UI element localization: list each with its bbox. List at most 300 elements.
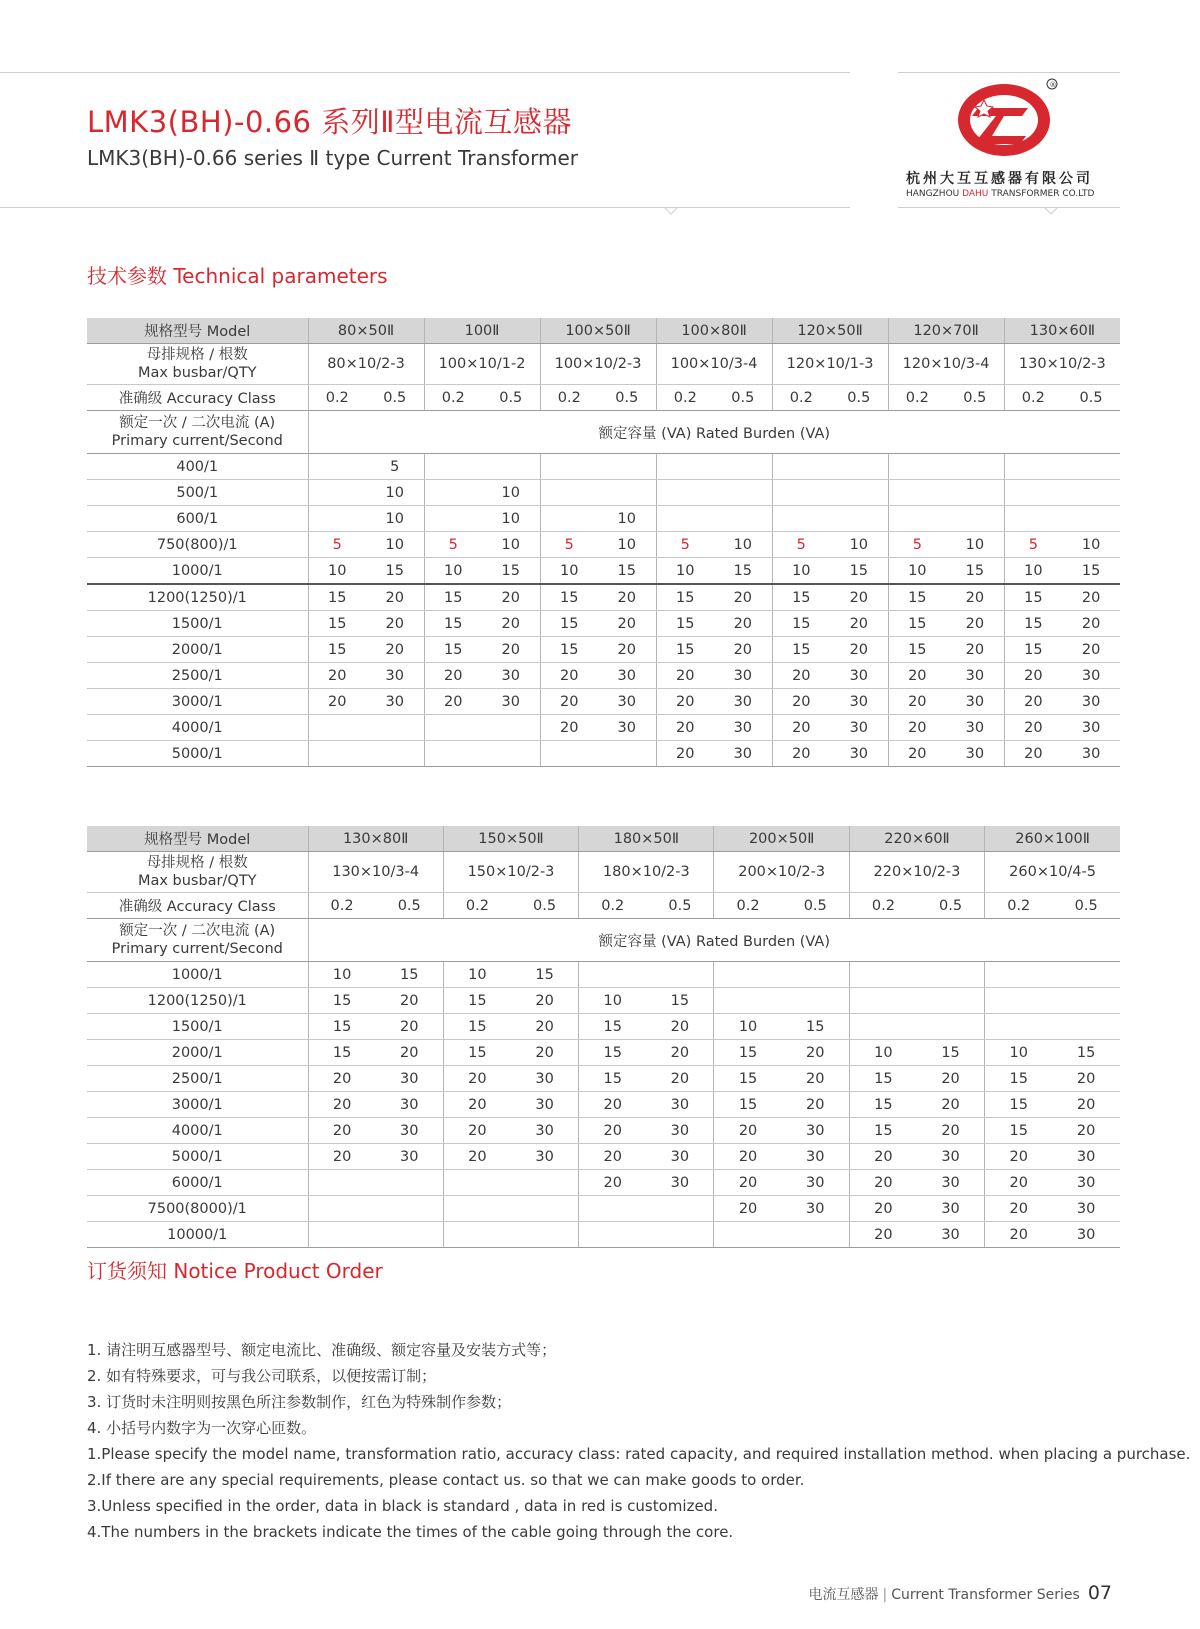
burden-cell [917,988,985,1014]
burden-cell: 20 [511,1014,579,1040]
current-ratio-label: 2500/1 [87,663,308,689]
burden-cell: 10 [482,480,540,506]
table-row [87,1144,1120,1170]
burden-cell [917,962,985,988]
burden-cell: 30 [1062,689,1120,715]
burden-cell: 15 [540,584,598,611]
burden-cell [946,480,1004,506]
burden-cell: 30 [946,741,1004,767]
burden-cell: 30 [646,1170,714,1196]
burden-cell: 20 [656,689,714,715]
burden-cell: 20 [366,611,424,637]
burden-cell: 20 [917,1118,985,1144]
burden-cell: 20 [714,1144,782,1170]
burden-cell: 15 [714,1066,782,1092]
burden-cell [424,454,482,480]
burden-cell [376,1222,444,1248]
note-cn-1: 1. 请注明互感器型号、额定电流比、准确级、额定容量及安装方式等； [87,1341,557,1359]
burden-cell: 10 [308,962,376,988]
table-row [87,689,1120,715]
primary-label [87,919,308,962]
burden-cell [830,454,888,480]
burden-cell: 15 [598,558,656,585]
burden-cell [540,506,598,532]
table-row [87,480,1120,506]
accuracy-cell: 0.2 [714,893,782,919]
burden-cell: 15 [308,1040,376,1066]
burden-cell [366,715,424,741]
burden-cell: 20 [443,1092,511,1118]
burden-cell: 30 [714,689,772,715]
burden-cell: 20 [946,611,1004,637]
burden-cell [540,480,598,506]
burden-cell [443,1222,511,1248]
burden-cell: 20 [888,689,946,715]
burden-cell: 20 [714,1170,782,1196]
current-ratio-label: 2500/1 [87,1066,308,1092]
page-footer [809,1582,1112,1604]
accuracy-cell: 0.2 [656,385,714,411]
table-row [87,1170,1120,1196]
burden-cell: 20 [782,1092,850,1118]
footer-separator: | [882,1587,888,1603]
burden-cell: 15 [1004,584,1062,611]
burden-cell: 15 [772,611,830,637]
burden-cell: 30 [782,1196,850,1222]
burden-cell: 15 [946,558,1004,585]
busbar-cell: 130×10/2-3 [1004,344,1120,385]
burden-cell: 20 [917,1092,985,1118]
table-row [87,741,1120,767]
burden-cell: 15 [540,611,598,637]
burden-cell [424,741,482,767]
burden-cell: 20 [849,1222,917,1248]
burden-cell: 20 [511,1040,579,1066]
burden-cell: 30 [714,741,772,767]
burden-cell [511,1196,579,1222]
burden-cell: 30 [482,663,540,689]
burden-cell [946,506,1004,532]
accuracy-cell: 0.5 [1052,893,1120,919]
burden-cell: 20 [308,1066,376,1092]
burden-cell: 30 [482,689,540,715]
burden-cell [366,741,424,767]
note-cn-3: 3. 订货时未注明则按黑色所注参数制作，红色为特殊制作参数； [87,1393,512,1411]
burden-cell [1004,506,1062,532]
accuracy-cell: 0.5 [917,893,985,919]
page-number: 07 [1087,1582,1112,1604]
current-ratio-label: 2000/1 [87,637,308,663]
burden-cell: 20 [598,584,656,611]
burden-cell: 20 [656,741,714,767]
burden-cell: 30 [646,1118,714,1144]
burden-cell: 10 [946,532,1004,558]
burden-cell: 15 [714,1040,782,1066]
burden-cell: 15 [308,637,366,663]
burden-cell: 15 [782,1014,850,1040]
registered-mark: ® [1049,81,1057,89]
current-ratio-label: 5000/1 [87,741,308,767]
burden-cell: 10 [772,558,830,585]
burden-cell: 20 [579,1092,647,1118]
burden-cell: 15 [849,1092,917,1118]
burden-cell: 20 [482,611,540,637]
burden-cell: 20 [424,689,482,715]
burden-cell: 15 [579,1066,647,1092]
burden-cell [782,988,850,1014]
burden-cell: 15 [656,637,714,663]
accuracy-cell: 0.2 [540,385,598,411]
burden-cell [646,1196,714,1222]
current-ratio-label: 1200(1250)/1 [87,584,308,611]
header-bottom-rule [0,207,850,208]
table-row [87,1092,1120,1118]
burden-cell: 5 [366,454,424,480]
model-row [87,318,1120,344]
burden-cell: 30 [511,1118,579,1144]
burden-cell: 15 [443,988,511,1014]
model-cell: 80×50Ⅱ [308,318,424,344]
burden-cell [579,1196,647,1222]
busbar-cell: 200×10/2-3 [714,852,849,893]
burden-cell: 20 [946,637,1004,663]
burden-cell [946,454,1004,480]
burden-cell: 20 [308,1118,376,1144]
burden-cell: 20 [1062,584,1120,611]
burden-cell: 15 [308,988,376,1014]
current-ratio-label: 10000/1 [87,1222,308,1248]
busbar-label-cn: 母排规格 / 根数 [146,855,248,871]
footer-cn: 电流互感器 [808,1587,879,1603]
burden-cell: 20 [1052,1066,1120,1092]
burden-cell: 20 [579,1170,647,1196]
burden-cell: 20 [985,1222,1053,1248]
burden-cell: 30 [1052,1170,1120,1196]
busbar-label [87,344,308,385]
burden-cell: 20 [376,1040,444,1066]
burden-cell: 15 [849,1066,917,1092]
busbar-row [87,852,1120,893]
burden-cell: 30 [782,1118,850,1144]
burden-cell [714,506,772,532]
accuracy-row [87,385,1120,411]
burden-cell: 20 [1062,637,1120,663]
burden-cell [830,480,888,506]
burden-cell: 30 [782,1170,850,1196]
burden-cell: 20 [424,663,482,689]
burden-cell: 10 [482,532,540,558]
busbar-cell: 120×10/3-4 [888,344,1004,385]
current-ratio-label: 1000/1 [87,962,308,988]
accuracy-cell: 0.2 [985,893,1053,919]
accuracy-cell: 0.5 [646,893,714,919]
busbar-cell: 80×10/2-3 [308,344,424,385]
accuracy-cell: 0.2 [888,385,946,411]
burden-cell: 5 [1004,532,1062,558]
burden-cell: 20 [849,1170,917,1196]
burden-cell: 20 [714,611,772,637]
burden-cell [714,962,782,988]
primary-label-cn: 额定一次 / 二次电流 (A) [119,415,276,431]
burden-cell [1062,454,1120,480]
accuracy-cell: 0.2 [1004,385,1062,411]
burden-cell: 20 [1052,1118,1120,1144]
burden-cell [1062,506,1120,532]
burden-cell: 20 [646,1040,714,1066]
model-cell: 100×50Ⅱ [540,318,656,344]
burden-cell: 15 [985,1066,1053,1092]
burden-cell [579,962,647,988]
burden-cell: 30 [598,715,656,741]
model-cell: 260×100Ⅱ [985,826,1120,852]
burden-cell: 30 [714,715,772,741]
burden-cell: 20 [1004,715,1062,741]
model-cell: 120×50Ⅱ [772,318,888,344]
burden-cell: 20 [366,637,424,663]
burden-cell [308,454,366,480]
burden-cell: 30 [1062,663,1120,689]
busbar-cell: 220×10/2-3 [849,852,984,893]
accuracy-label: 准确级 Accuracy Class [87,893,308,919]
burden-cell [714,1222,782,1248]
burden-cell: 10 [424,558,482,585]
burden-cell: 15 [443,1040,511,1066]
burden-cell: 20 [985,1170,1053,1196]
model-cell: 100Ⅱ [424,318,540,344]
burden-cell: 20 [888,741,946,767]
page-title-cn: LMK3(BH)-0.66 系列Ⅱ型电流互感器 [87,105,573,139]
table-row [87,506,1120,532]
burden-cell: 15 [443,1014,511,1040]
model-cell: 130×80Ⅱ [308,826,443,852]
header-top-rule-right [898,72,1120,73]
page-title-en: LMK3(BH)-0.66 series Ⅱ type Current Transformer [87,146,579,170]
burden-cell: 30 [1052,1144,1120,1170]
burden-cell: 15 [366,558,424,585]
accuracy-row [87,893,1120,919]
burden-cell: 10 [714,1014,782,1040]
accuracy-cell: 0.5 [511,893,579,919]
burden-cell: 20 [1004,663,1062,689]
current-ratio-label: 500/1 [87,480,308,506]
burden-cell [646,962,714,988]
burden-cell: 20 [985,1144,1053,1170]
model-cell: 180×50Ⅱ [579,826,714,852]
burden-cell: 15 [308,611,366,637]
tech-section-title: 技术参数 Technical parameters [87,264,388,288]
burden-cell: 20 [849,1144,917,1170]
burden-cell: 20 [1004,689,1062,715]
current-ratio-label: 6000/1 [87,1170,308,1196]
burden-cell: 20 [1052,1092,1120,1118]
burden-cell [917,1014,985,1040]
current-ratio-label: 1500/1 [87,611,308,637]
table-row [87,454,1120,480]
burden-cell: 20 [482,584,540,611]
accuracy-cell: 0.5 [482,385,540,411]
burden-cell: 10 [482,506,540,532]
burden-cell [308,480,366,506]
burden-cell: 10 [540,558,598,585]
burden-cell: 10 [985,1040,1053,1066]
burden-cell: 30 [511,1092,579,1118]
burden-cell: 5 [656,532,714,558]
current-ratio-label: 7500(8000)/1 [87,1196,308,1222]
burden-cell: 30 [946,663,1004,689]
burden-cell [1052,962,1120,988]
burden-cell: 15 [714,1092,782,1118]
burden-cell: 30 [598,663,656,689]
model-label: 规格型号 Model [87,318,308,344]
current-ratio-label: 400/1 [87,454,308,480]
burden-cell: 15 [888,611,946,637]
burden-cell: 20 [849,1196,917,1222]
note-en-2: 2.If there are any special requirements, please contact us. so that we can make goods to order. [87,1471,805,1489]
burden-cell: 15 [985,1118,1053,1144]
burden-cell [482,715,540,741]
burden-cell [482,454,540,480]
burden-cell: 20 [579,1118,647,1144]
table-row [87,1066,1120,1092]
burden-cell: 15 [646,988,714,1014]
burden-cell: 30 [782,1144,850,1170]
burden-cell: 15 [849,1118,917,1144]
header-top-rule [0,72,850,73]
burden-cell: 10 [1062,532,1120,558]
burden-cell: 20 [772,689,830,715]
burden-cell: 20 [714,584,772,611]
accuracy-cell: 0.5 [366,385,424,411]
busbar-cell: 150×10/2-3 [443,852,578,893]
burden-cell [782,962,850,988]
busbar-cell: 120×10/1-3 [772,344,888,385]
current-ratio-label: 1200(1250)/1 [87,988,308,1014]
accuracy-cell: 0.2 [849,893,917,919]
footer-en: Current Transformer Series [891,1587,1080,1603]
burden-cell: 30 [511,1144,579,1170]
burden-cell: 20 [1062,611,1120,637]
model-cell: 150×50Ⅱ [443,826,578,852]
burden-cell [782,1222,850,1248]
burden-cell: 15 [1062,558,1120,585]
burden-cell: 15 [830,558,888,585]
busbar-cell: 180×10/2-3 [579,852,714,893]
current-ratio-label: 5000/1 [87,1144,308,1170]
accuracy-cell: 0.5 [598,385,656,411]
primary-label [87,411,308,454]
burden-cell: 20 [1004,741,1062,767]
burden-cell: 20 [376,1014,444,1040]
model-row [87,826,1120,852]
current-ratio-label: 4000/1 [87,715,308,741]
header-bottom-rule-right [898,207,1120,208]
table-row [87,1040,1120,1066]
burden-cell [985,962,1053,988]
busbar-cell: 260×10/4-5 [985,852,1120,893]
current-ratio-label: 3000/1 [87,689,308,715]
burden-cell: 10 [888,558,946,585]
burden-cell [656,506,714,532]
burden-cell [424,480,482,506]
accuracy-cell: 0.2 [579,893,647,919]
burden-cell [772,480,830,506]
burden-cell [772,506,830,532]
burden-cell: 20 [714,1196,782,1222]
table-row [87,637,1120,663]
burden-cell: 30 [917,1196,985,1222]
burden-cell: 20 [579,1144,647,1170]
burden-cell [598,480,656,506]
burden-cell: 30 [917,1144,985,1170]
burden-cell: 20 [443,1066,511,1092]
busbar-cell: 130×10/3-4 [308,852,443,893]
burden-cell [849,988,917,1014]
model-cell: 200×50Ⅱ [714,826,849,852]
burden-cell [1062,480,1120,506]
table-row [87,1222,1120,1248]
burden-cell: 15 [985,1092,1053,1118]
note-cn-4: 4. 小括号内数字为一次穿心匝数。 [87,1419,317,1437]
model-cell: 120×70Ⅱ [888,318,1004,344]
current-ratio-label: 4000/1 [87,1118,308,1144]
table-row [87,584,1120,611]
burden-cell [888,506,946,532]
burden-cell: 30 [1062,741,1120,767]
burden-cell: 30 [376,1144,444,1170]
burden-cell: 10 [849,1040,917,1066]
company-name-cn: 杭州大互互感器有限公司 [906,171,1093,187]
note-en-3: 3.Unless specified in the order, data in black is standard , data in red is customized. [87,1497,718,1515]
burden-cell [1052,1014,1120,1040]
burden-cell [443,1170,511,1196]
burden-cell: 20 [772,663,830,689]
burden-cell [772,454,830,480]
busbar-label-en: Max busbar/QTY [137,365,257,381]
burden-cell: 20 [482,637,540,663]
burden-cell: 10 [308,558,366,585]
accuracy-cell: 0.5 [830,385,888,411]
burden-cell: 30 [366,663,424,689]
busbar-cell: 100×10/1-2 [424,344,540,385]
rated-burden-header: 额定容量 (VA) Rated Burden (VA) [308,919,1120,962]
burden-cell [443,1196,511,1222]
burden-cell: 15 [579,1040,647,1066]
burden-cell: 20 [714,637,772,663]
primary-row [87,919,1120,962]
burden-cell: 30 [598,689,656,715]
table-row [87,1118,1120,1144]
burden-cell [714,988,782,1014]
burden-cell [598,454,656,480]
burden-cell: 15 [424,637,482,663]
burden-cell [308,1170,376,1196]
rule-notch-right [1044,207,1058,215]
busbar-label [87,852,308,893]
burden-cell: 15 [579,1014,647,1040]
table-row [87,663,1120,689]
burden-cell: 20 [598,637,656,663]
accuracy-cell: 0.5 [376,893,444,919]
model-cell: 100×80Ⅱ [656,318,772,344]
current-ratio-label: 1500/1 [87,1014,308,1040]
accuracy-cell: 0.2 [308,893,376,919]
burden-cell: 20 [656,663,714,689]
burden-cell: 20 [443,1144,511,1170]
burden-cell: 30 [714,663,772,689]
accuracy-cell: 0.2 [308,385,366,411]
burden-cell: 5 [772,532,830,558]
burden-cell: 10 [598,532,656,558]
